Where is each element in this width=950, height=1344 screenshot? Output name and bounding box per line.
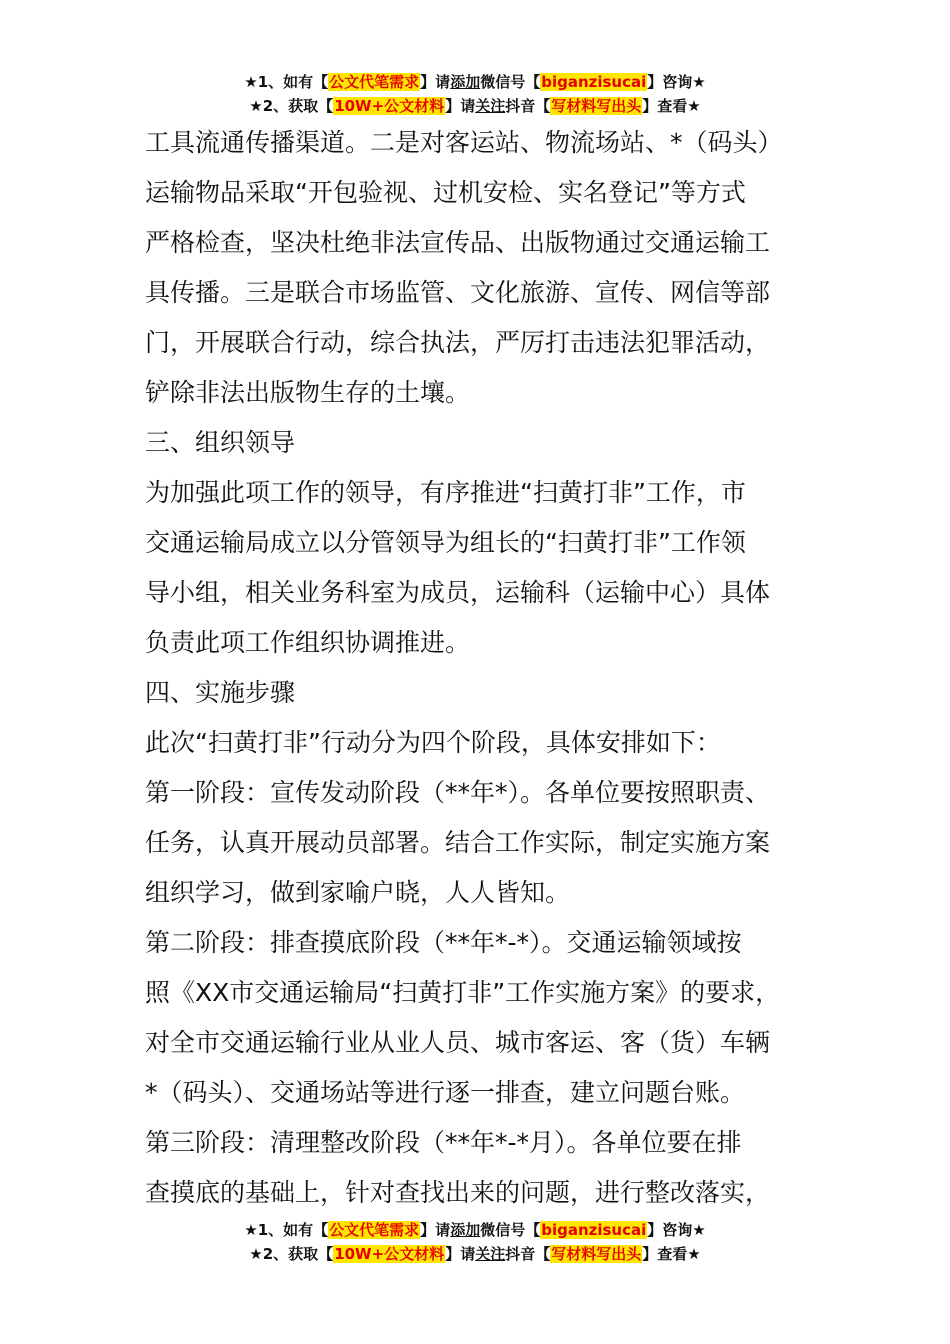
banner-text: ★1、如有【 bbox=[244, 1221, 329, 1239]
body-line: *（码头）、交通场站等进行逐一排查，建立问题台账。 bbox=[145, 1078, 746, 1107]
banner-line-2 bbox=[0, 94, 950, 118]
banner-text: 】咨询★ bbox=[647, 73, 706, 91]
banner-text: 微信号【 bbox=[480, 73, 541, 91]
body-line: 严格检查，坚决杜绝非法宣传品、出版物通过交通运输工 bbox=[145, 228, 771, 257]
banner-text: 微信号【 bbox=[480, 1221, 541, 1239]
banner-text: ★2、获取【 bbox=[249, 1245, 334, 1263]
banner-highlight: biganzisucai bbox=[541, 1221, 647, 1239]
banner-text: 】查看★ bbox=[642, 1245, 701, 1263]
banner-text: 】请 bbox=[445, 1245, 476, 1263]
banner-highlight: 10W+公文材料 bbox=[334, 97, 445, 115]
body-line: 对全市交通运输行业从业人员、城市客运、客（货）车辆 bbox=[145, 1028, 771, 1057]
body-line: 第一阶段：宣传发动阶段（**年*）。各单位要按照职责、 bbox=[145, 778, 771, 807]
body-line: 照《XX市交通运输局“扫黄打非”工作实施方案》的要求， bbox=[145, 978, 781, 1007]
banner-highlight: 写材料写出头 bbox=[551, 97, 642, 115]
body-line: 交通运输局成立以分管领导为组长的“扫黄打非”工作领 bbox=[145, 528, 746, 557]
banner-text: 】请 bbox=[420, 1221, 451, 1239]
banner-line-1 bbox=[0, 1218, 950, 1242]
section-heading: 四、实施步骤 bbox=[145, 678, 296, 707]
banner-highlight: 公文代笔需求 bbox=[329, 1221, 420, 1239]
body-line: 具传播。三是联合市场监管、文化旅游、宣传、网信等部 bbox=[145, 278, 771, 307]
banner-text: 抖音【 bbox=[505, 97, 551, 115]
banner-underline-text: 添加 bbox=[450, 1221, 481, 1239]
banner-text: 抖音【 bbox=[505, 1245, 551, 1263]
banner-underline-text: 添加 bbox=[450, 73, 481, 91]
body-line: 门，开展联合行动，综合执法，严厉打击违法犯罪活动， bbox=[145, 328, 771, 357]
banner-text: 】请 bbox=[445, 97, 476, 115]
body-line: 此次“扫黄打非”行动分为四个阶段，具体安排如下： bbox=[145, 728, 721, 757]
banner-line-1 bbox=[0, 70, 950, 94]
header-banner bbox=[0, 70, 950, 118]
banner-text: ★2、获取【 bbox=[249, 97, 334, 115]
body-line: 组织学习，做到家喻户晓，人人皆知。 bbox=[145, 878, 571, 907]
banner-underline-text: 关注 bbox=[475, 97, 506, 115]
banner-text: ★1、如有【 bbox=[244, 73, 329, 91]
banner-highlight: 写材料写出头 bbox=[551, 1245, 642, 1263]
body-line: 第三阶段：清理整改阶段（**年*-*月）。各单位要在排 bbox=[145, 1128, 742, 1157]
banner-line-2 bbox=[0, 1242, 950, 1266]
banner-highlight: 10W+公文材料 bbox=[334, 1245, 445, 1263]
body-line: 查摸底的基础上，针对查找出来的问题，进行整改落实， bbox=[145, 1178, 771, 1207]
banner-underline-text: 关注 bbox=[475, 1245, 506, 1263]
banner-text: 】查看★ bbox=[642, 97, 701, 115]
body-line: 第二阶段：排查摸底阶段（**年*-*）。交通运输领域按 bbox=[145, 928, 742, 957]
banner-highlight: 公文代笔需求 bbox=[329, 73, 420, 91]
section-heading: 三、组织领导 bbox=[145, 428, 296, 457]
banner-text: 】请 bbox=[420, 73, 451, 91]
body-line: 运输物品采取“开包验视、过机安检、实名登记”等方式 bbox=[145, 178, 746, 207]
document-body bbox=[145, 118, 845, 1218]
body-line: 工具流通传播渠道。二是对客运站、物流场站、*（码头） bbox=[145, 128, 783, 157]
body-line: 为加强此项工作的领导，有序推进“扫黄打非”工作，市 bbox=[145, 478, 746, 507]
body-line: 导小组，相关业务科室为成员，运输科（运输中心）具体 bbox=[145, 578, 771, 607]
body-line: 铲除非法出版物生存的土壤。 bbox=[145, 378, 471, 407]
body-line: 负责此项工作组织协调推进。 bbox=[145, 628, 471, 657]
banner-text: 】咨询★ bbox=[647, 1221, 706, 1239]
footer-banner bbox=[0, 1218, 950, 1266]
body-line: 任务，认真开展动员部署。结合工作实际，制定实施方案 bbox=[145, 828, 771, 857]
banner-highlight: biganzisucai bbox=[541, 73, 647, 91]
